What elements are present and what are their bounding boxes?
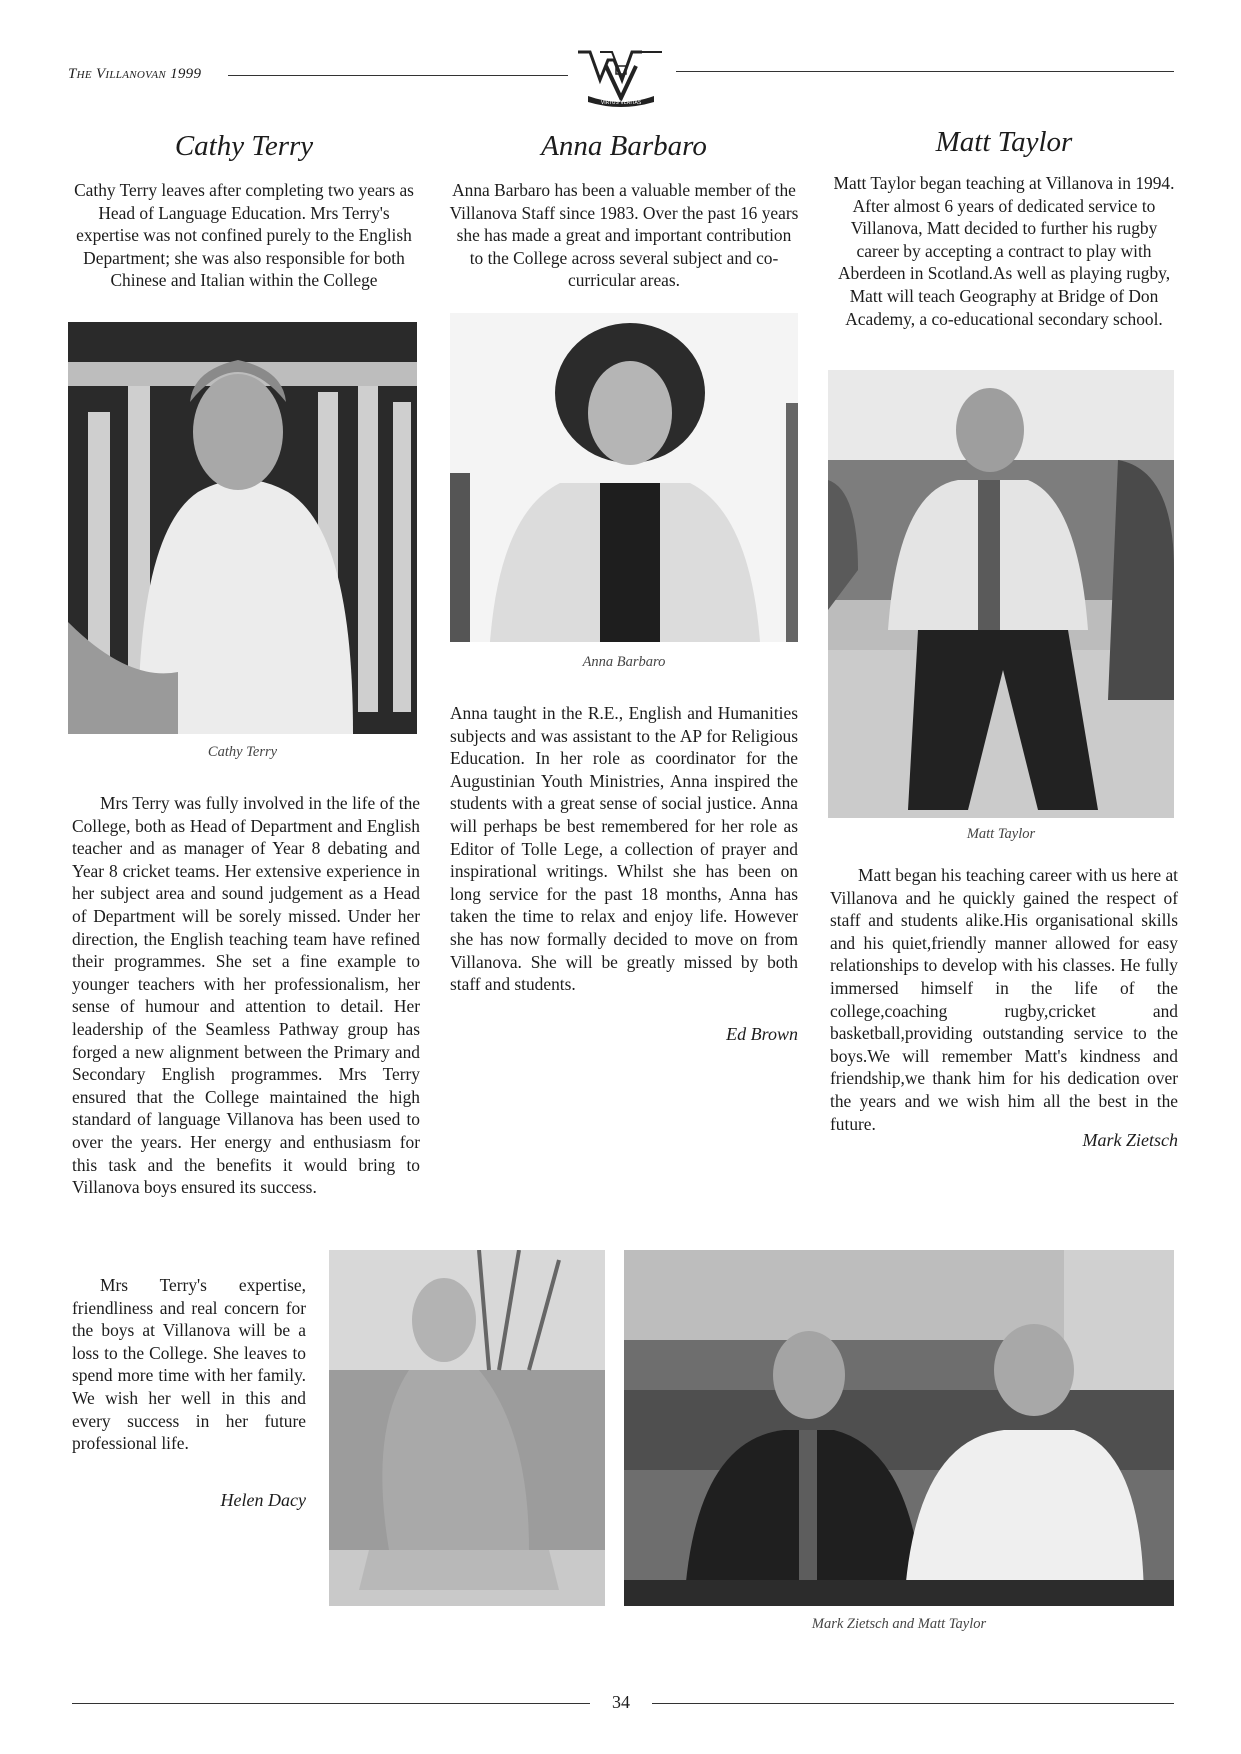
cathy-terry-body-2: Mrs Terry's expertise, friendliness and real concern for the boys at Villanova will be a loss to the College. She leaves to spend more time with her family. We wish her well in this and every success in her future professional life. [72,1275,306,1454]
running-title-villanovan: Villanovan [95,66,166,82]
anna-barbaro-body: Anna taught in the R.E., English and Humanities subjects and was assistant to the AP for Religious Education. In her role as coordinator for the Augustinian Youth Ministries, Anna inspired the students with a great sense of social justice. Anna will perhaps be best remembered for her role as Editor of Tolle Lege, a collection of prayer and inspirational writings. Whilst she has been on long service for the past 18 months, Anna has taken the time to relax and enjoy life. However she has now formally decided to move on from Villanova. She will be greatly missed by both staff and students. [450,703,798,995]
footer-rule-left [72,1703,590,1704]
matt-taylor-photo [828,370,1174,818]
running-title-year: 1999 [170,66,202,82]
footer-rule-right [652,1703,1174,1704]
page-number: 34 [612,1692,630,1712]
cathy-terry-heading: Cathy Terry [174,130,314,162]
anna-barbaro-caption: Anna Barbaro [582,654,666,670]
running-title-the: The [68,66,92,82]
running-head [68,66,201,83]
matt-taylor-author: Mark Zietsch [1082,1130,1178,1150]
anna-barbaro-author: Ed Brown [726,1024,798,1044]
matt-taylor-body: Matt began his teaching career with us here at Villanova and he quickly gained the respect of staff and students alike.His organisational skills and his quiet,friendly manner allowed for easy relationships to develop with his classes. He fully immersed himself in the life of the college,coaching rugby,cricket and basketball,providing outstanding service to the boys.We will remember Matt's kindness and friendship,we thank him for his dedication over the years and we wish him all the best in the future. [830,865,1178,1134]
anna-barbaro-intro: Anna Barbaro has been a valuable member of the Villanova Staff since 1983. Over the past 16 years she has made a great and important contribution to the College across several subject and co-curricular areas. [449,180,799,291]
cathy-terry-photo [68,322,417,734]
cathy-terry-intro: Cathy Terry leaves after completing two years as Head of Language Education. Mrs Terry's expertise was not confined purely to the English Department; she was also responsible for both Chinese and Italian within the College [74,180,414,291]
villanova-crest-icon [576,46,666,110]
cathy-terry-body: Mrs Terry was fully involved in the life of the College, both as Head of Department and English teacher and as manager of Year 8 debating and Year 8 cricket teams. Her extensive experience in her subject area and sound judgement as a Head of Department will be sorely missed. Under her direction, the English teaching team have refined their programmes. She set a fine example to younger teachers with her professionalism, her sense of humour and attention to detail. Her leadership of the Seamless Pathway group has forged a new alignment between the Primary and Secondary English programmes. Mrs Terry ensured that the College maintained the high standard of language Villanova has been used to over the years. Her energy and enthusiasm for this task and the benefits it would bring to Villanova boys ensured its success. [72,793,420,1198]
matt-taylor-heading: Matt Taylor [935,126,1073,158]
bottom-photo-caption: Mark Zietsch and Matt Taylor [811,1616,987,1632]
header-rule-left [228,75,568,76]
cathy-terry-caption: Cathy Terry [207,744,278,760]
header-rule-right [676,71,1174,72]
anna-barbaro-heading: Anna Barbaro [541,130,707,162]
matt-taylor-intro: Matt Taylor began teaching at Villanova in 1994. After almost 6 years of dedicated service to Villanova, Matt decided to further his rugby career by accepting a contract to play with Aberdeen in Scotland.As well as playing rugby, Matt will teach Geography at Bridge of Don Academy, a co-educational secondary school. [833,173,1175,329]
cathy-terry-author: Helen Dacy [220,1490,306,1510]
matt-taylor-caption: Matt Taylor [966,826,1036,842]
crest-motto: VIRTUS VERITAS [600,100,642,106]
mark-zietsch-matt-taylor-photo [624,1250,1174,1606]
anna-barbaro-photo [450,313,798,642]
statue-photo [329,1250,605,1606]
